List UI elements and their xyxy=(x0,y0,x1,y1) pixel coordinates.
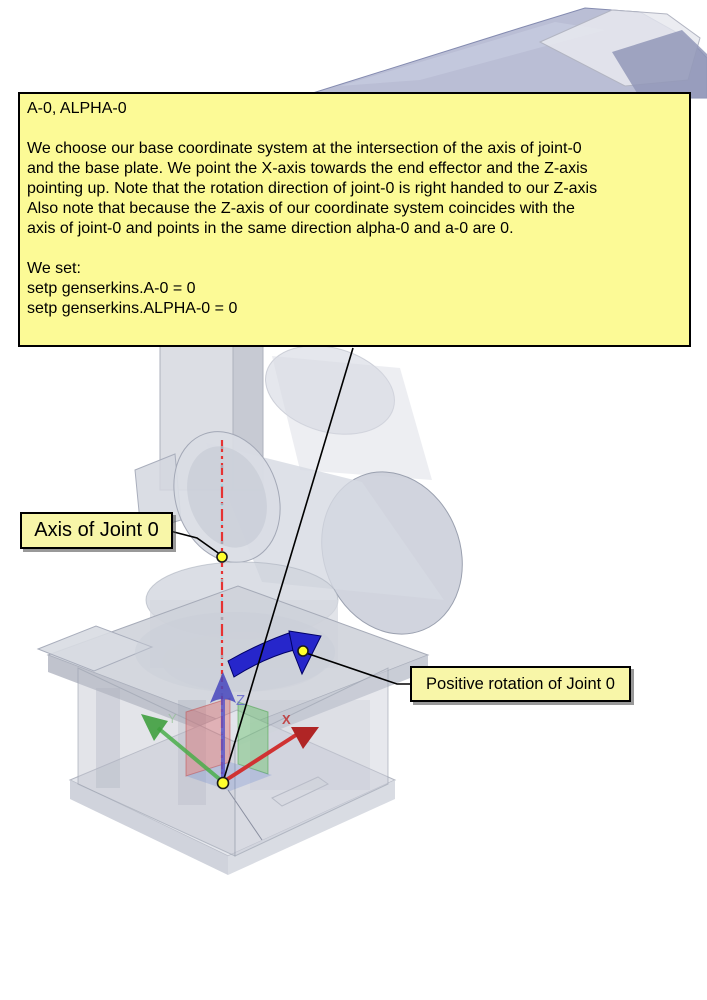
callout-positive-rotation: Positive rotation of Joint 0 xyxy=(410,666,631,702)
callout-axis-of-joint-0: Axis of Joint 0 xyxy=(20,512,173,549)
robot-base xyxy=(38,586,428,875)
note-body-line: Also note that because the Z-axis of our coordinate system coincides with the xyxy=(27,200,575,217)
note-box xyxy=(18,92,691,347)
note-title: A-0, ALPHA-0 xyxy=(27,100,127,117)
marker-dot-origin xyxy=(218,778,229,789)
note-body-line: and the base plate. We point the X-axis towards the end effector and the Z-axis xyxy=(27,160,588,177)
x-axis-label: X xyxy=(282,712,291,727)
robot-upper-arm xyxy=(300,8,707,98)
y-axis-label: Y xyxy=(168,711,177,726)
note-body-line: We choose our base coordinate system at the intersection of the axis of joint-0 xyxy=(27,140,582,157)
note-body-line: axis of joint-0 and points in the same direction alpha-0 and a-0 are 0. xyxy=(27,220,514,237)
marker-dot-axis xyxy=(217,552,227,562)
z-axis-label: Z xyxy=(236,692,246,709)
note-set-command: setp genserkins.ALPHA-0 = 0 xyxy=(27,300,238,317)
note-set-intro: We set: xyxy=(27,260,81,277)
note-body-line: pointing up. Note that the rotation direction of joint-0 is right handed to our Z-axis xyxy=(27,180,598,197)
note-set-command: setp genserkins.A-0 = 0 xyxy=(27,280,196,297)
marker-dot-rotation xyxy=(298,646,308,656)
